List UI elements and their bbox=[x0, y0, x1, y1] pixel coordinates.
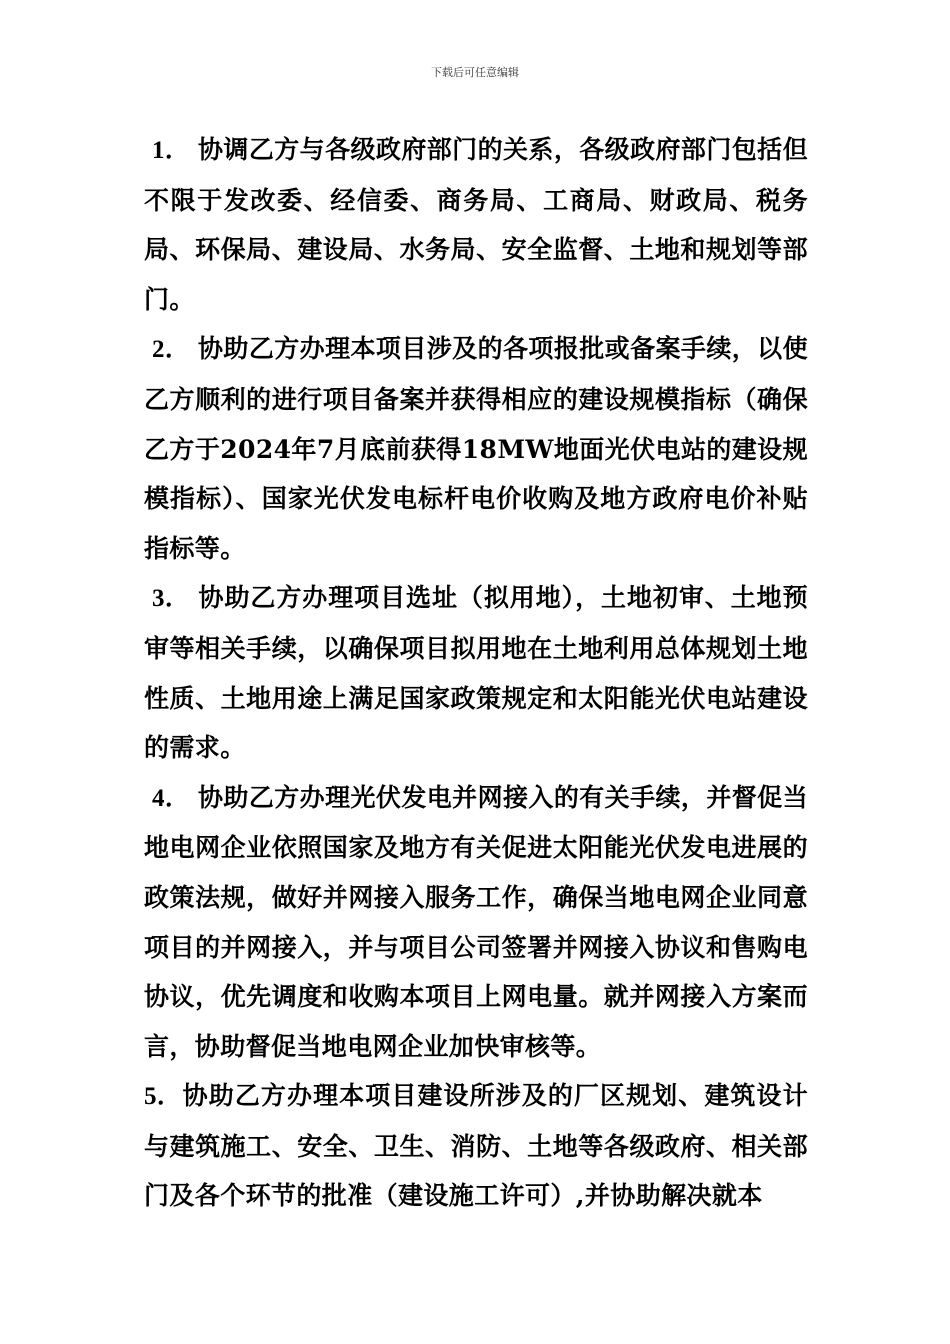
item-number: 4． bbox=[152, 784, 191, 812]
item-number: 1． bbox=[152, 137, 191, 164]
list-item bbox=[144, 324, 808, 573]
document-body bbox=[144, 125, 808, 1221]
item-text: 协助乙方办理本项目涉及的各项报批或备案手续，以使乙方顺利的进行项目备案并获得相应的建设规模指标（确保乙方于2024年7月底前获得18MW地面光伏电站的建设规模指标）、国家光伏发电标杆电价收购及地方政府电价补贴指标等。 bbox=[144, 334, 808, 563]
item-text: 协助乙方办理项目选址（拟用地），土地初审、土地预审等相关手续，以确保项目拟用地在土地利用总体规划土地性质、土地用途上满足国家政策规定和太阳能光伏电站建设的需求。 bbox=[144, 583, 808, 763]
list-item bbox=[144, 1071, 808, 1221]
page-header-note: 下载后可任意编辑 bbox=[431, 66, 519, 79]
item-number: 5． bbox=[144, 1083, 183, 1111]
item-text: 协助乙方办理光伏发电并网接入的有关手续，并督促当地电网企业依照国家及地方有关促进太阳能光伏发电进展的政策法规，做好并网接入服务工作，确保当地电网企业同意项目的并网接入，并与项目公司签署并网接入协议和售购电协议，优先调度和收购本项目上网电量。就并网接入方案而言，协助督促当地电网企业加快审核等。 bbox=[144, 782, 808, 1061]
item-number: 2． bbox=[152, 336, 191, 364]
list-item bbox=[144, 125, 808, 324]
list-item bbox=[144, 773, 808, 1072]
item-text: 协助乙方办理本项目建设所涉及的厂区规划、建筑设计与建筑施工、安全、卫生、消防、土地等各级政府、相关部门及各个环节的批准（建设施工许可）,并协助解决就本 bbox=[144, 1081, 808, 1211]
list-item bbox=[144, 573, 808, 772]
item-number: 3． bbox=[152, 585, 191, 613]
item-text: 协调乙方与各级政府部门的关系，各级政府部门包括但不限于发改委、经信委、商务局、工商局、财政局、税务局、环保局、建设局、水务局、安全监督、土地和规划等部门。 bbox=[144, 135, 808, 314]
